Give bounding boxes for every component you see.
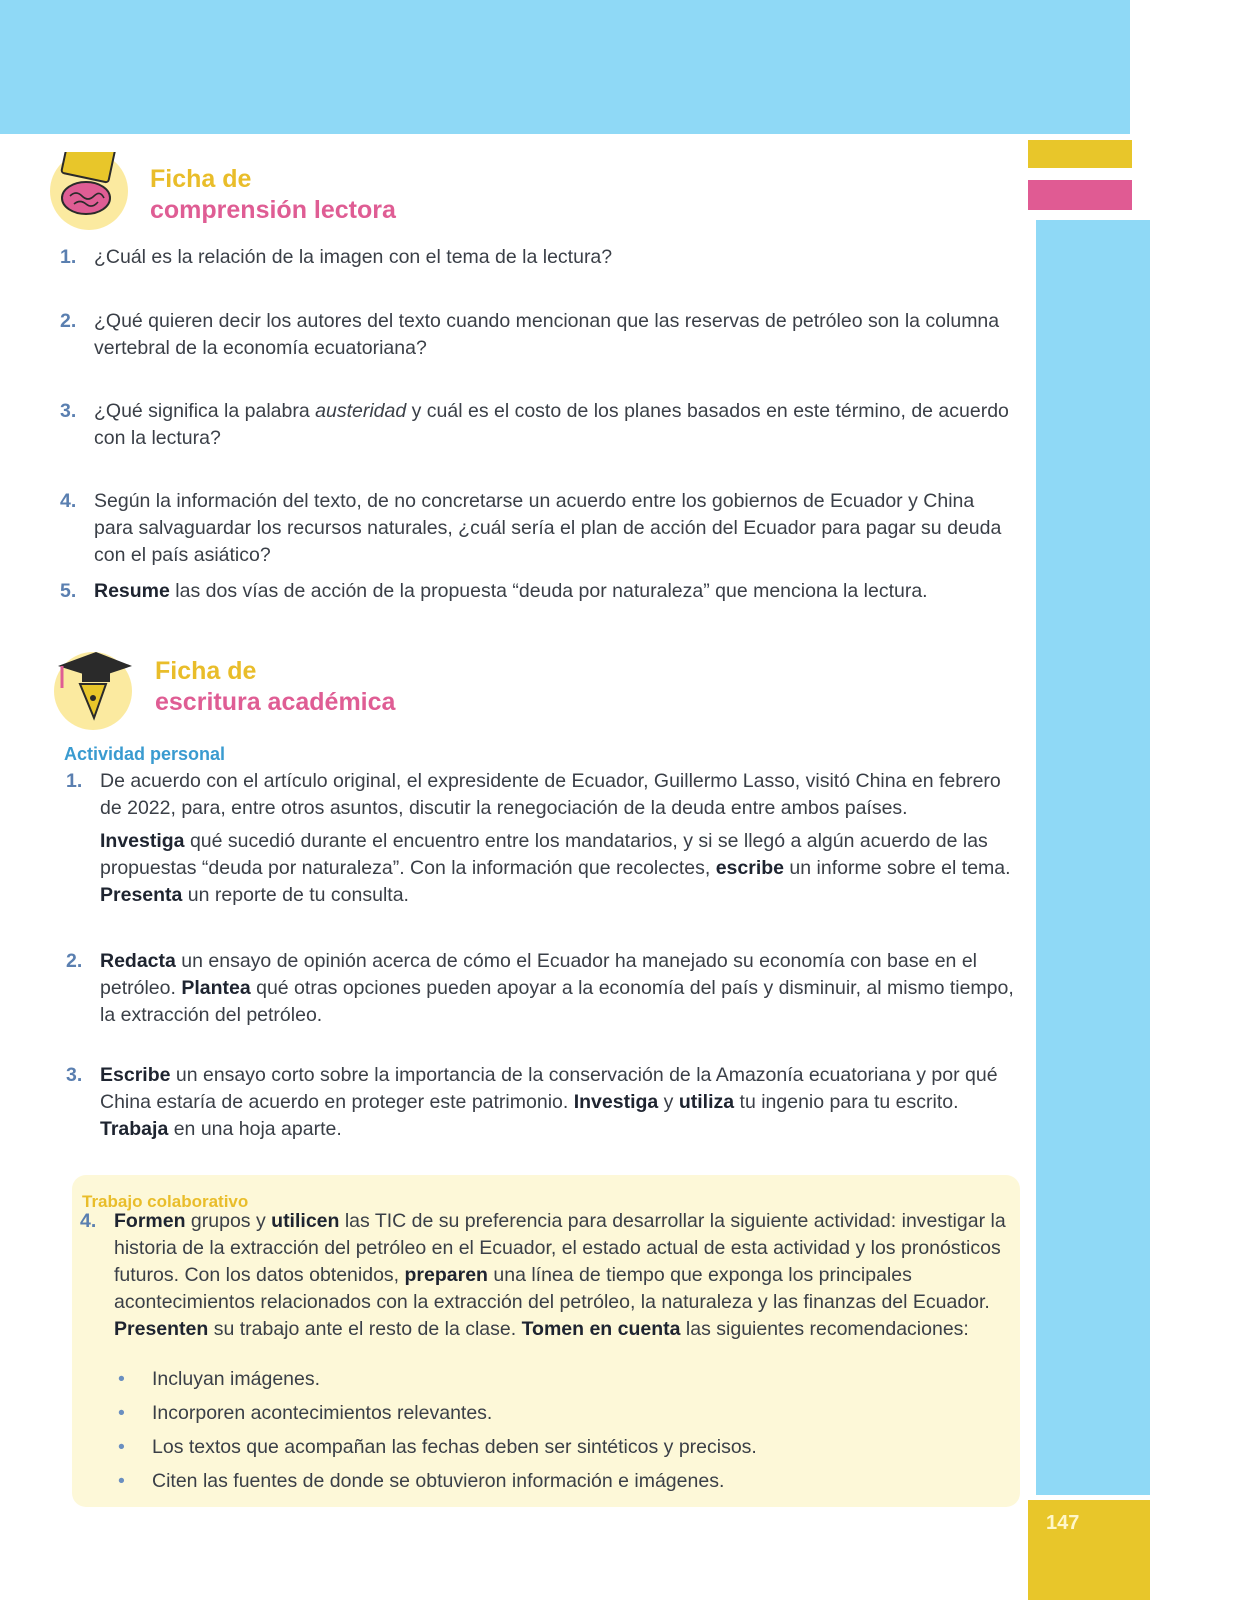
list-item: • Los textos que acompañan las fechas deben ser sintéticos y precisos. [118, 1430, 757, 1464]
item-number: 4. [80, 1210, 97, 1232]
header-band [0, 0, 1130, 134]
item-text: Según la información del texto, de no concretarse un acuerdo entre los gobiernos de Ecuador y China para salvaguardar los recursos naturales, ¿cuál sería el plan de acción del Ecuador para pagar su deuda con el país asiático? [94, 490, 1002, 566]
item-text: Escribe un ensayo corto sobre la importancia de la conservación de la Amazonía ecuatoriana y por qué China estaría de acuerdo en proteger este patrimonio. Investiga y utiliza tu ingenio para tu escrito. Trabaja en una hoja aparte. [100, 1064, 998, 1140]
bullet-icon: • [118, 1368, 125, 1390]
section-title-reading [150, 164, 396, 226]
item-number: 3. [60, 400, 77, 422]
item-number: 1. [60, 246, 77, 268]
list-item [66, 948, 1016, 1029]
side-tab-pink [1028, 180, 1132, 210]
item-text: ¿Qué quieren decir los autores del texto cuando mencionan que las reservas de petróleo son la columna vertebral de la economía ecuatoriana? [94, 310, 1000, 359]
emphasized-term: austeridad [315, 400, 407, 422]
item-number: 5. [60, 580, 77, 602]
item-text: ¿Cuál es la relación de la imagen con el tema de la lectura? [94, 246, 613, 268]
list-item [66, 768, 1016, 909]
bullet-icon: • [118, 1470, 125, 1492]
item-text: Redacta un ensayo de opinión acerca de cómo el Ecuador ha manejado su economía con base en el petróleo. Plantea qué otras opciones pueden apoyar a la economía del país y disminuir, al mismo tiempo, la extracción del petróleo. [100, 950, 1014, 1026]
bullet-icon: • [118, 1402, 125, 1424]
side-tab-yellow [1028, 140, 1132, 168]
recommendations-list [118, 1362, 757, 1498]
section-title-line1: Ficha de [150, 165, 252, 193]
side-strip [1036, 220, 1150, 1495]
list-item: • Citen las fuentes de donde se obtuvieron información e imágenes. [118, 1464, 757, 1498]
list-item [80, 1208, 1010, 1343]
activity-subheading: Actividad personal [64, 744, 226, 764]
section-title-line2: comprensión lectora [150, 196, 396, 224]
section-title-writing [155, 656, 395, 718]
list-item: • Incluyan imágenes. [118, 1362, 757, 1396]
item-number: 2. [66, 950, 83, 972]
item-text: Resume las dos vías de acción de la propuesta “deuda por naturaleza” que menciona la lectura. [94, 580, 928, 602]
list-item [66, 1062, 1016, 1143]
item-text: De acuerdo con el artículo original, el expresidente de Ecuador, Guillermo Lasso, visitó China en febrero de 2022, para, entre otros asuntos, discutir la renegociación de la deuda entre ambos países. Investiga qué sucedió durante el encuentro entre los mandatarios, y si se llegó a algún acuerdo de las propuestas “deuda por naturaleza”. Con la información que recolectes, escribe un informe sobre el tema. Presenta un reporte de tu consulta. [100, 770, 1011, 906]
item-text: ¿Qué significa la palabra austeridad y cuál es el costo de los planes basados en este término, de acuerdo con la lectura? [94, 400, 1009, 449]
graduation-cap-pen-icon [54, 652, 132, 730]
item-number: 3. [66, 1064, 83, 1086]
item-number: 1. [66, 770, 83, 792]
section-title-line1: Ficha de [155, 657, 257, 685]
list-item [60, 398, 1010, 452]
brain-book-icon [50, 152, 128, 230]
list-item [60, 578, 1010, 605]
list-item: • Incorporen acontecimientos relevantes. [118, 1396, 757, 1430]
item-number: 2. [60, 310, 77, 332]
item-number: 4. [60, 490, 77, 512]
list-item [60, 308, 1010, 362]
collaborative-heading: Trabajo colaborativo [82, 1192, 249, 1211]
list-item [60, 244, 1010, 271]
page-number: 147 [1046, 1512, 1080, 1534]
item-text: Formen grupos y utilicen las TIC de su preferencia para desarrollar la siguiente actividad: investigar la historia de la extracción del petróleo en el Ecuador, el estado actual de esta actividad y los pronósticos futuros. Con los datos obtenidos, preparen una línea de tiempo que exponga los principales acontecimientos relacionados con la extracción del petróleo, la naturaleza y las finanzas del Ecuador. Presenten su trabajo ante el resto de la clase. Tomen en cuenta las siguientes recomendaciones: [114, 1210, 1006, 1340]
bullet-icon: • [118, 1436, 125, 1458]
section-title-line2: escritura académica [155, 688, 396, 716]
list-item [60, 488, 1010, 569]
